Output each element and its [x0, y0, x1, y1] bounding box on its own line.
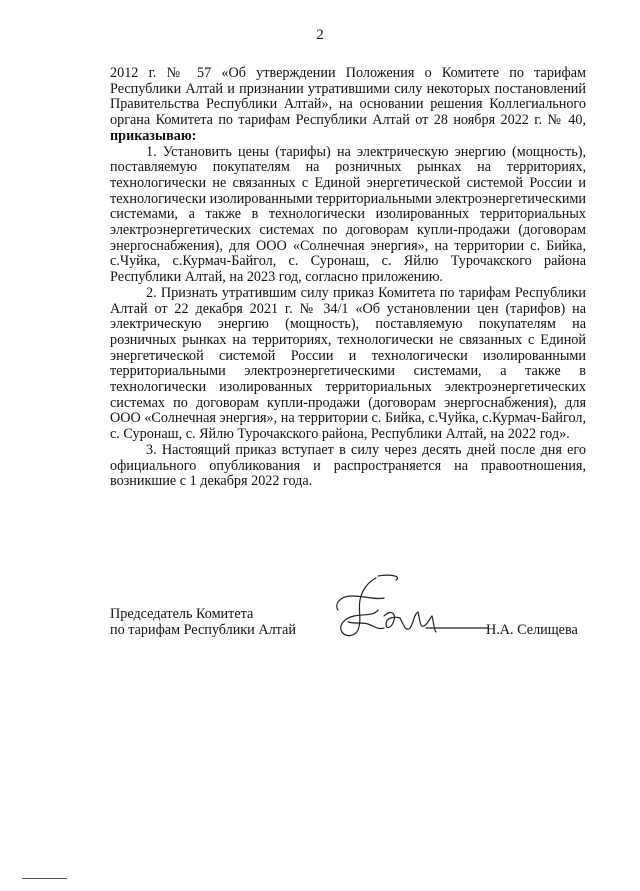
paragraph-2: 2. Признать утратившим силу приказ Комитета по тарифам Республики Алтай от 22 декабря 2021 г. № 34/1 «Об установлении цен (тарифов) на электрическую энергию (мощность), поставляемую покупателям на розничных рынках на территориях, технологически не связанных с Единой энергетической системой России и технологически изолированными территориальными электроэнергетическими системами, а также в технологически изолированных территориальных электроэнергетических системах по договорам купли-продажи (договорам энергоснабжения), для ООО «Солнечная энергия», на территории с. Бийка, с.Чуйка, с.Курмач-Байгол, с. Суронаш, с. Яйлю Турочакского района, Республики Алтай, на 2022 год».: [110, 284, 586, 443]
page-number: 2: [316, 27, 324, 43]
signatory-title: [110, 606, 296, 638]
intro-text: 2012 г. № 57 «Об утверждении Положения о Комитете по тарифам Республики Алтай и признании утратившими силу некоторых постановлений Правительства Республики Алтай», на основании решения Коллегиального органа Комитета по тарифам Республики Алтай от 28 ноября 2022 г. № 40,: [110, 65, 586, 129]
footer-divider: [22, 878, 67, 879]
signatory-name: Н.А. Селищева: [486, 622, 578, 638]
handwritten-signature: [318, 570, 498, 650]
order-word: приказываю:: [110, 127, 197, 144]
paragraph-1: 1. Установить цены (тарифы) на электрическую энергию (мощность), поставляемую покупателям на розничных рынках на территориях, технологически не связанных с Единой энергетической системой России и технологически изолированными территориальными электроэнергетическими системами, а также в технологически изолированных территориальных электроэнергетических системах по договорам купли-продажи (договорам энергоснабжения), для ООО «Солнечная энергия», на территории с. Бийка, с.Чуйка, с.Курмач-Байгол, с. Суронаш, с. Яйлю Турочакского района Республики Алтай, на 2023 год, согласно приложению.: [110, 143, 586, 286]
paragraph-3: 3. Настоящий приказ вступает в силу через десять дней после дня его официального опубликования и распространяется на правоотношения, возникшие с 1 декабря 2022 года.: [110, 441, 586, 490]
signatory-title-line-1: Председатель Комитета: [110, 606, 254, 622]
document-body: [110, 66, 586, 490]
signatory-title-line-2: по тарифам Республики Алтай: [110, 622, 296, 638]
intro-paragraph: [110, 66, 586, 145]
